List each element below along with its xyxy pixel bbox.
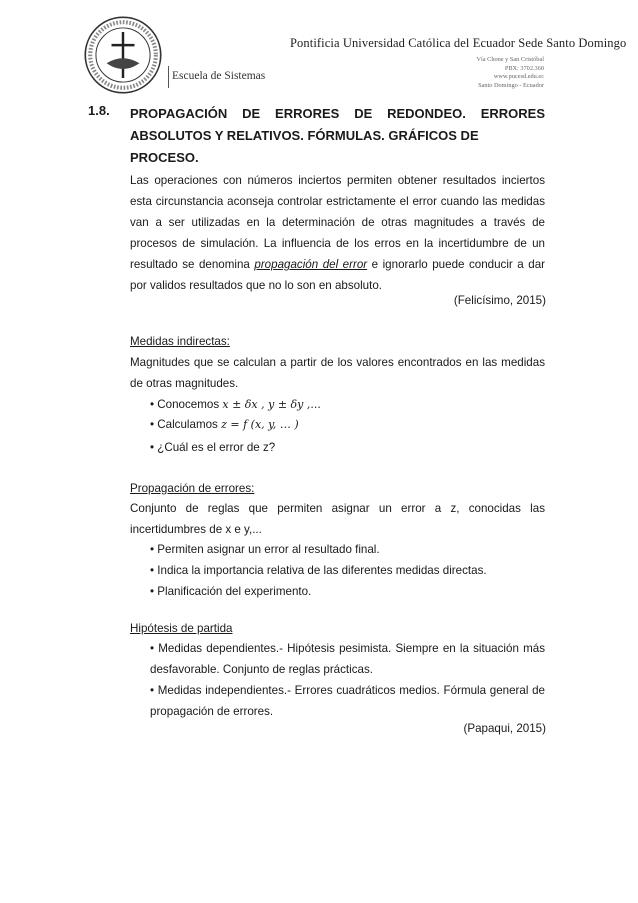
address-line: PBX: 3702.360 — [504, 64, 544, 72]
address-line: Santo Domingo - Ecuador — [478, 81, 544, 89]
address-block — [476, 56, 544, 90]
bullet-error-z: • ¿Cuál es el error de z? — [150, 441, 276, 454]
intro-text-end: e ignorarlo puede conducir a dar por validos resultados que no lo son en absoluto. — [130, 258, 545, 292]
bullet-item: • Medidas dependientes.- Hipótesis pesimista. Siempre en la situación más desfavorable. Conjunto de reglas prácticas. — [150, 642, 545, 676]
bullet-item: • Permiten asignar un error al resultado final. — [150, 543, 380, 556]
address-line: www.pucesd.edu.ec — [493, 73, 544, 81]
citation-felicisimo: (Felicísimo, 2015) — [453, 294, 546, 307]
intro-paragraph — [130, 170, 545, 296]
bullet-label: • Conocemos — [150, 398, 223, 411]
bullet-item: • Medidas independientes.- Errores cuadráticos medios. Fórmula general de propagación de errores. — [150, 684, 545, 718]
indirectas-paragraph: Magnitudes que se calculan a partir de los valores encontrados en las medidas de otras magnitudes. — [130, 356, 545, 390]
header-divider — [168, 66, 169, 88]
section-title-line2: ABSOLUTOS Y RELATIVOS. FÓRMULAS. GRÁFICOS DE PROCESO. — [130, 128, 479, 165]
heading-propagacion: Propagación de errores: — [130, 482, 255, 495]
heading-hipotesis: Hipótesis de partida — [130, 622, 233, 635]
bullet-calculamos — [150, 414, 545, 435]
intro-text: Las operaciones con números inciertos permiten obtener resultados inciertos esta circunstancia aconseja controlar estrictamente el error cuando las medidas van a ser utilizadas en la determinación de otras magnitudes a través de procesos de simulación. La influencia de los erros en la incertidumbre de un resultado se denomina — [130, 174, 545, 271]
math-expression: z = f (x, y, … ) — [221, 418, 299, 431]
section-title-line1: PROPAGACIÓN DE ERRORES DE REDONDEO. ERRORES — [130, 106, 545, 121]
bullet-item: • Indica la importancia relativa de las diferentes medidas directas. — [150, 564, 487, 577]
bullet-label: • Calculamos — [150, 418, 222, 431]
address-line: Vía Chone y San Cristóbal — [476, 56, 544, 63]
university-name: Pontificia Universidad Católica del Ecuador Sede Santo Domingo — [290, 36, 627, 50]
math-expression: x ± δx , y ± δy ,... — [222, 398, 321, 411]
propagacion-paragraph: Conjunto de reglas que permiten asignar un error a z, conocidas las incertidumbres de x e y,... — [130, 502, 545, 536]
university-seal-logo — [82, 14, 164, 96]
section-number: 1.8. — [88, 103, 110, 118]
bullet-conocemos — [150, 394, 545, 415]
bullet-item: • Planificación del experimento. — [150, 585, 312, 598]
heading-medidas-indirectas: Medidas indirectas: — [130, 335, 230, 348]
citation-papaqui: (Papaqui, 2015) — [463, 722, 546, 735]
school-name: Escuela de Sistemas — [172, 70, 266, 82]
intro-emphasis: propagación del error — [254, 258, 368, 271]
